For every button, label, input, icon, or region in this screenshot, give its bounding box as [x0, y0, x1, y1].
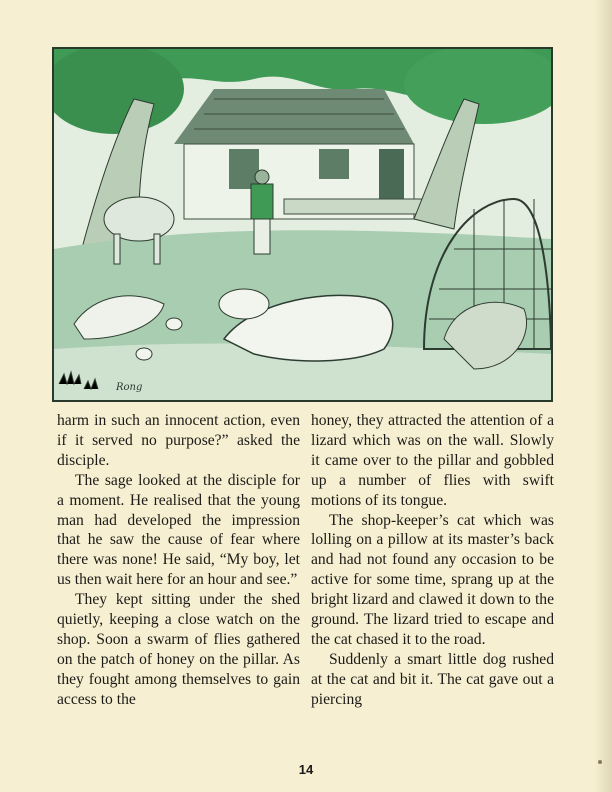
chick: [136, 348, 152, 360]
right-text-column: [311, 411, 554, 710]
illustration-drawing: [54, 49, 551, 400]
paragraph: The sage looked at the disciple for a moment. He realised that the young man had developed the impression that he saw the cause of fear where there was none! He said, “My boy, let us then wait here for an hour and see.”: [57, 471, 300, 589]
paragraph: The shop-keeper’s cat which was lolling on a pillow at its master’s back and had not found any occasion to be active for some time, sprang up at the bright lizard and clawed it down to the ground. The lizard tried to escape and the cat chased it to the road.: [311, 511, 554, 648]
chick: [166, 318, 182, 330]
page-number: 14: [298, 762, 314, 777]
margin-mark: [598, 760, 602, 764]
left-text-column: [57, 411, 300, 710]
paragraph: honey, they attracted the attention of a lizard which was on the wall. Slowly it came over to the pillar and gobbled up a number of flies with swift motions of its tongue.: [311, 412, 554, 509]
paragraph: Suddenly a smart little dog rushed at the cat and bit it. The cat gave out a piercing: [311, 650, 554, 708]
page-edge-shadow: [594, 0, 612, 792]
story-illustration: [52, 47, 553, 402]
paragraph: They kept sitting under the shed quietly, keeping a close watch on the shop. Soon a swarm of flies gathered on the patch of honey on the pillar. As they fought among themselves to gain access to the: [57, 591, 300, 708]
house-roof: [174, 89, 414, 144]
man-figure: [251, 184, 273, 219]
paragraph: harm in such an innocent action, even if it served no purpose?” asked the disciple.: [57, 412, 300, 469]
artist-signature: Rong: [116, 382, 143, 393]
